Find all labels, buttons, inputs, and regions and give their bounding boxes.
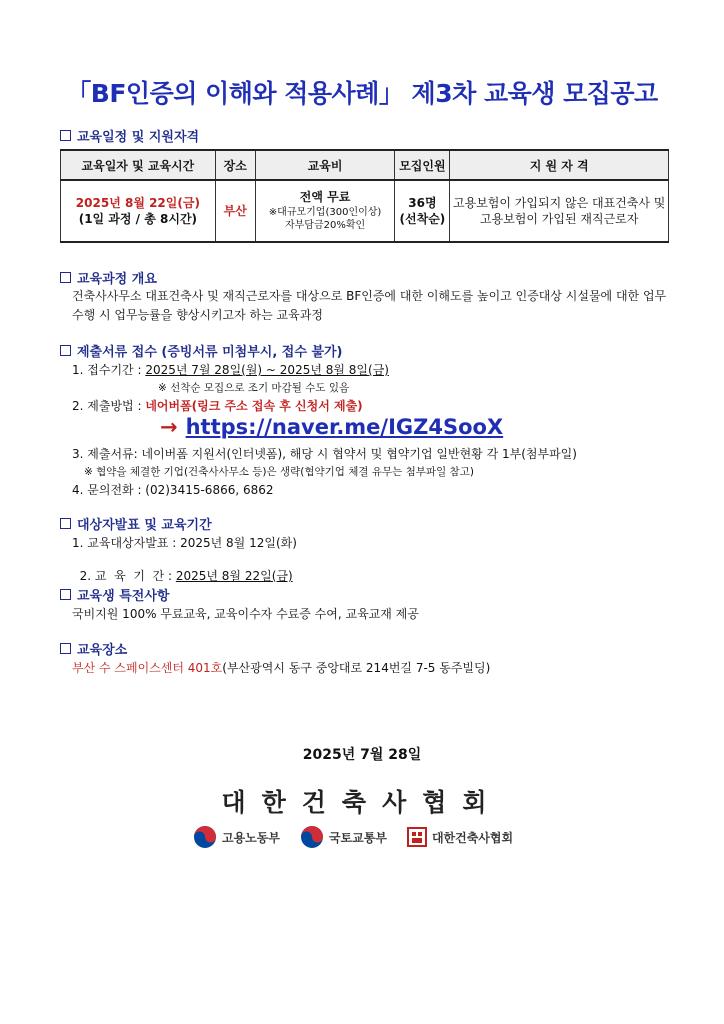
table-header-row	[61, 150, 669, 180]
edu-date: 2025년 8월 22일(금)	[75, 195, 200, 210]
qual-line2: 고용보험이 가입된 재직근로자	[480, 212, 639, 226]
announcement-date: 1. 교육대상자발표 : 2025년 8월 12일(화)	[72, 536, 297, 550]
venue-text: 부산 수 스페이스센터 401호(부산광역시 동구 중앙대로 214번길 7-5 동주빌딩)	[72, 661, 491, 675]
submission-documents: 3. 제출서류: 네이버폼 지원서(인터넷폼), 해당 시 협약서 및 협약기업 일반현황 각 1부(첨부파일)	[72, 447, 577, 461]
section-heading-schedule: 교육일정 및 지원자격	[60, 126, 199, 145]
cell-fee	[255, 180, 395, 242]
issue-date: 2025년 7월 28일	[302, 747, 422, 763]
header-place: 장소	[215, 150, 255, 180]
page-title: 「BF인증의 이해와 적용사례」 제3차 교육생 모집공고	[66, 79, 658, 108]
benefits-text: 국비지원 100% 무료교육, 교육이수자 수료증 수여, 교육교재 제공	[72, 607, 419, 621]
fee-main: 전액 무료	[299, 190, 351, 205]
checkbox-square-icon	[60, 345, 71, 356]
contact-phone: 4. 문의전화 : (02)3415-6866, 6862	[72, 483, 274, 497]
section-heading-submission: 제출서류 접수 (증빙서류 미첨부시, 접수 불가)	[60, 341, 343, 360]
checkbox-square-icon	[60, 643, 71, 654]
overview-text: 건축사사무소 대표건축사 및 재직근로자를 대상으로 BF인증에 대한 이해도를 높이고 인증대상 시설물에 대한 업무수행 시 업무능률을 향상시키고자 하는 교육과정	[72, 289, 667, 322]
capacity: 36명	[408, 195, 437, 210]
application-link[interactable]: https://naver.me/IGZ4SooX	[185, 415, 504, 439]
header-qualification: 지 원 자 격	[450, 150, 669, 180]
qual-line1: 고용보험이 가입되지 않은 대표건축사 및	[453, 195, 666, 210]
section-heading-benefits: 교육생 특전사항	[60, 585, 169, 604]
submission-period: 1. 접수기간 : 2025년 7월 28일(월) ~ 2025년 8월 8일(금)	[72, 363, 389, 377]
section-heading-overview: 교육과정 개요	[60, 268, 157, 287]
header-capacity: 모집인원	[395, 150, 450, 180]
schedule-table	[60, 149, 669, 243]
arrow-right-icon: →	[160, 415, 178, 439]
logo-moel: 고용노동부	[193, 825, 280, 849]
cell-capacity	[395, 180, 450, 242]
section-heading-announcement: 대상자발표 및 교육기간	[60, 514, 212, 533]
organization-name: 대한건축사협회	[221, 788, 503, 817]
cell-place	[215, 180, 255, 242]
logo-molit: 국토교통부	[300, 825, 387, 849]
checkbox-square-icon	[60, 518, 71, 529]
fee-note1: ※대규모기업(300인이상)	[268, 206, 382, 218]
header-date: 교육일자 및 교육시간	[61, 150, 216, 180]
submission-documents-note: ※ 협약을 체결한 기업(건축사사무소 등)은 생략(협약기업 체결 유무는 첨부파일 참고)	[84, 466, 474, 478]
sponsor-logos	[193, 822, 533, 852]
checkbox-square-icon	[60, 272, 71, 283]
submission-period-note: ※ 선착순 모집으로 조기 마감될 수도 있음	[158, 382, 350, 394]
cell-date	[61, 180, 216, 242]
submission-method: 2. 제출방법 : 네어버폼(링크 주소 접속 후 신청서 제출)	[72, 399, 363, 413]
section-heading-venue: 교육장소	[60, 639, 127, 658]
checkbox-square-icon	[60, 589, 71, 600]
application-link-row	[160, 415, 503, 439]
capacity-sub: (선착순)	[399, 212, 446, 226]
table-row	[61, 180, 669, 242]
cell-qualification	[450, 180, 669, 242]
korea-taegeuk-icon	[193, 825, 217, 849]
edu-date-sub: (1일 과정 / 총 8시간)	[78, 212, 198, 226]
kira-building-icon	[407, 826, 427, 848]
education-period: 2. 교 육 기 간 : 2025년 8월 22일(금)	[79, 569, 293, 583]
korea-taegeuk-icon	[300, 825, 324, 849]
edu-place: 부산	[223, 203, 247, 218]
checkbox-square-icon	[60, 130, 71, 141]
fee-note2: 자부담금20%확인	[284, 220, 366, 232]
logo-kira: 대한건축사협회	[407, 826, 513, 848]
header-fee: 교육비	[255, 150, 395, 180]
